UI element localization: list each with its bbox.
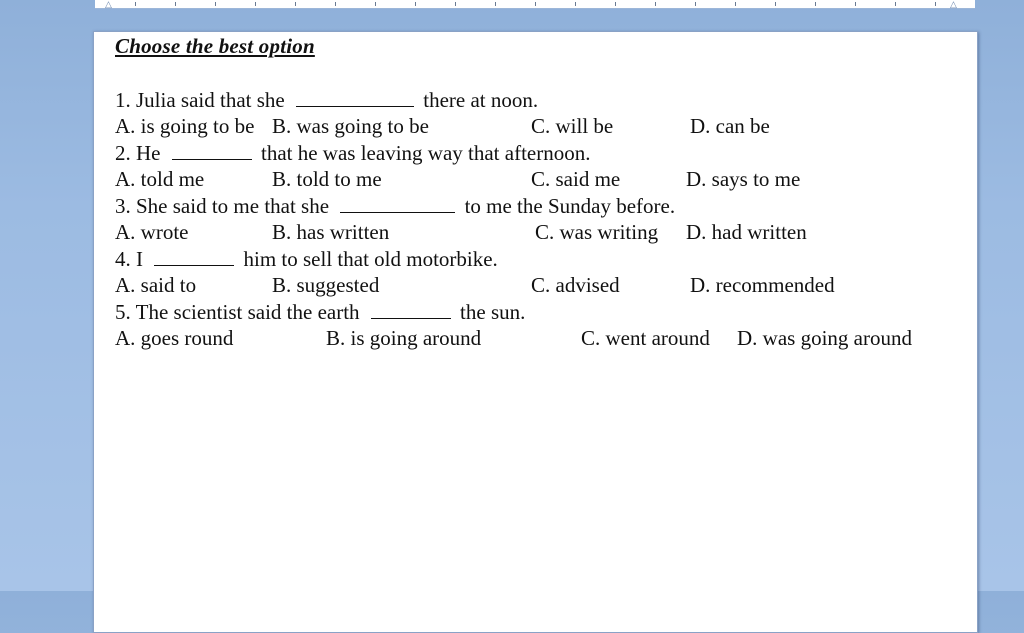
question-stem-text: 5. The scientist said the earth — [115, 300, 360, 324]
question-2-option-a[interactable]: A. told me — [115, 167, 205, 191]
question-2-option-d[interactable]: D. says to me — [686, 167, 801, 191]
question-4-stem — [115, 247, 498, 271]
question-4-option-d[interactable]: D. recommended — [690, 273, 835, 297]
ruler-tick — [535, 2, 536, 6]
ruler-tick — [495, 2, 496, 6]
question-5-option-b[interactable]: B. is going around — [326, 326, 482, 350]
question-stem-text: 3. She said to me that she — [115, 194, 330, 218]
question-stem-text: that he was leaving way that afternoon. — [261, 141, 591, 165]
right-indent-marker-icon[interactable]: △ — [950, 0, 957, 9]
question-stem-text: him to sell that old motorbike. — [243, 247, 498, 271]
answer-blank[interactable] — [296, 90, 414, 107]
question-2-option-b[interactable]: B. told to me — [272, 167, 382, 191]
ruler-tick — [695, 2, 696, 6]
question-3-option-c[interactable]: C. was writing — [535, 220, 659, 244]
question-3-option-a[interactable]: A. wrote — [115, 220, 189, 244]
question-stem-text: 2. He — [115, 141, 161, 165]
ruler-tick — [215, 2, 216, 6]
answer-blank[interactable] — [371, 302, 451, 319]
question-stem-text: there at noon. — [423, 88, 539, 112]
ruler-tick — [855, 2, 856, 6]
question-4-option-c[interactable]: C. advised — [531, 273, 620, 297]
ruler-tick — [575, 2, 576, 6]
question-4-option-b[interactable]: B. suggested — [272, 273, 380, 297]
question-5-option-c[interactable]: C. went around — [581, 326, 710, 350]
question-1-option-b[interactable]: B. was going to be — [272, 114, 429, 138]
ruler-tick — [175, 2, 176, 6]
first-line-indent-marker-icon[interactable]: △ — [105, 0, 112, 9]
question-4-option-a[interactable]: A. said to — [115, 273, 197, 297]
question-stem-text: 4. I — [115, 247, 143, 271]
ruler-tick — [295, 2, 296, 6]
ruler-tick — [775, 2, 776, 6]
ruler-tick — [935, 2, 936, 6]
question-5-stem — [115, 300, 525, 324]
answer-blank[interactable] — [172, 143, 252, 160]
ruler-tick — [455, 2, 456, 6]
question-3-option-b[interactable]: B. has written — [272, 220, 390, 244]
answer-blank[interactable] — [340, 196, 455, 213]
ruler-tick — [415, 2, 416, 6]
question-2-option-c[interactable]: C. said me — [531, 167, 621, 191]
question-stem-text: the sun. — [460, 300, 526, 324]
question-2-stem — [115, 141, 590, 165]
question-3-stem — [115, 194, 675, 218]
ruler-tick — [615, 2, 616, 6]
question-stem-text: 1. Julia said that she — [115, 88, 285, 112]
ruler-tick — [815, 2, 816, 6]
question-stem-text: to me the Sunday before. — [464, 194, 676, 218]
ruler-tick — [255, 2, 256, 6]
ruler-tick — [335, 2, 336, 6]
horizontal-ruler[interactable] — [95, 0, 975, 9]
ruler-tick — [735, 2, 736, 6]
question-1-stem — [115, 88, 538, 112]
ruler-tick — [135, 2, 136, 6]
answer-blank[interactable] — [154, 249, 234, 266]
worksheet-title: Choose the best option — [115, 34, 315, 58]
question-5-option-a[interactable]: A. goes round — [115, 326, 234, 350]
question-5-option-d[interactable]: D. was going around — [737, 326, 912, 350]
ruler-tick — [895, 2, 896, 6]
question-3-option-d[interactable]: D. had written — [686, 220, 807, 244]
question-1-option-a[interactable]: A. is going to be — [115, 114, 255, 138]
ruler-tick — [655, 2, 656, 6]
question-1-option-d[interactable]: D. can be — [690, 114, 770, 138]
question-1-option-c[interactable]: C. will be — [531, 114, 614, 138]
ruler-tick — [375, 2, 376, 6]
